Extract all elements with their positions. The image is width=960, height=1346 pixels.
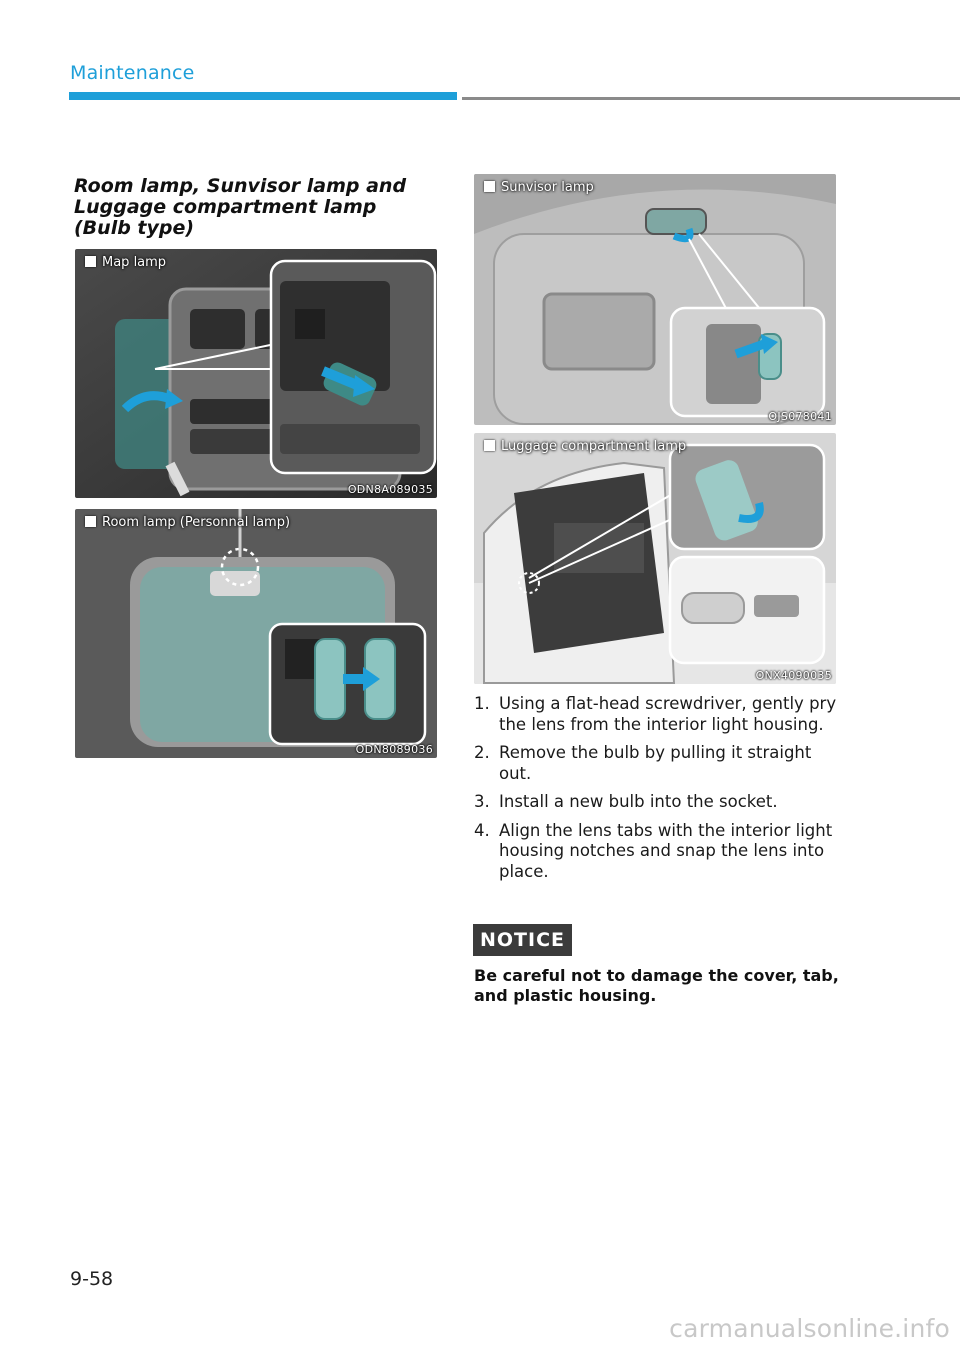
figure-label-text: Luggage compartment lamp — [501, 439, 687, 454]
header-rule-accent — [69, 92, 457, 100]
luggage-lamp-illustration — [474, 433, 836, 684]
square-bullet-icon — [85, 256, 96, 267]
room-lamp-illustration — [75, 509, 437, 758]
figure-code: ONX4090035 — [755, 669, 832, 682]
figure-label — [484, 180, 594, 195]
figure-map-lamp — [75, 249, 437, 498]
step-text: Align the lens tabs with the interior light housing notches and snap the lens into place. — [499, 820, 833, 881]
step-item — [474, 743, 839, 784]
figure-room-lamp — [75, 509, 437, 758]
section-title: Room lamp, Sunvisor lamp and Luggage compartment lamp (Bulb type) — [74, 175, 407, 239]
step-number: 4. — [474, 820, 490, 840]
square-bullet-icon — [85, 516, 96, 527]
figure-code: ODN8A089035 — [347, 483, 433, 496]
square-bullet-icon — [484, 440, 495, 451]
header-rule-gray — [462, 97, 960, 100]
figure-code: OJS078041 — [768, 410, 832, 423]
step-text: Using a flat-head screwdriver, gently pry the lens from the interior light housing. — [499, 694, 837, 734]
map-lamp-illustration — [75, 249, 437, 498]
figure-label — [484, 439, 686, 454]
figure-luggage-lamp — [474, 433, 836, 684]
sunvisor-lamp-illustration — [474, 174, 836, 425]
page-number: 9-58 — [70, 1268, 114, 1290]
instruction-steps — [474, 694, 839, 890]
step-text: Install a new bulb into the socket. — [499, 792, 778, 811]
step-item — [474, 821, 839, 883]
figure-code: ODN8089036 — [355, 743, 433, 756]
step-text: Remove the bulb by pulling it straight out. — [499, 743, 812, 783]
figure-label — [85, 515, 290, 530]
header-section-title: Maintenance — [70, 62, 195, 84]
figure-sunvisor-lamp — [474, 174, 836, 425]
figure-label-text: Room lamp (Personnal lamp) — [102, 515, 291, 530]
notice-text: Be careful not to damage the cover, tab, and plastic housing. — [474, 966, 839, 1005]
step-number: 2. — [474, 743, 490, 762]
step-number: 1. — [474, 694, 490, 713]
figure-label-text: Map lamp — [102, 255, 167, 270]
square-bullet-icon — [484, 181, 495, 192]
step-item — [474, 694, 839, 735]
watermark: carmanualsonline.info — [669, 1314, 950, 1343]
figure-label — [85, 255, 166, 270]
figure-label-text: Sunvisor lamp — [501, 180, 594, 195]
step-number: 3. — [474, 792, 490, 811]
step-item — [474, 792, 839, 813]
notice-badge: NOTICE — [473, 924, 572, 956]
